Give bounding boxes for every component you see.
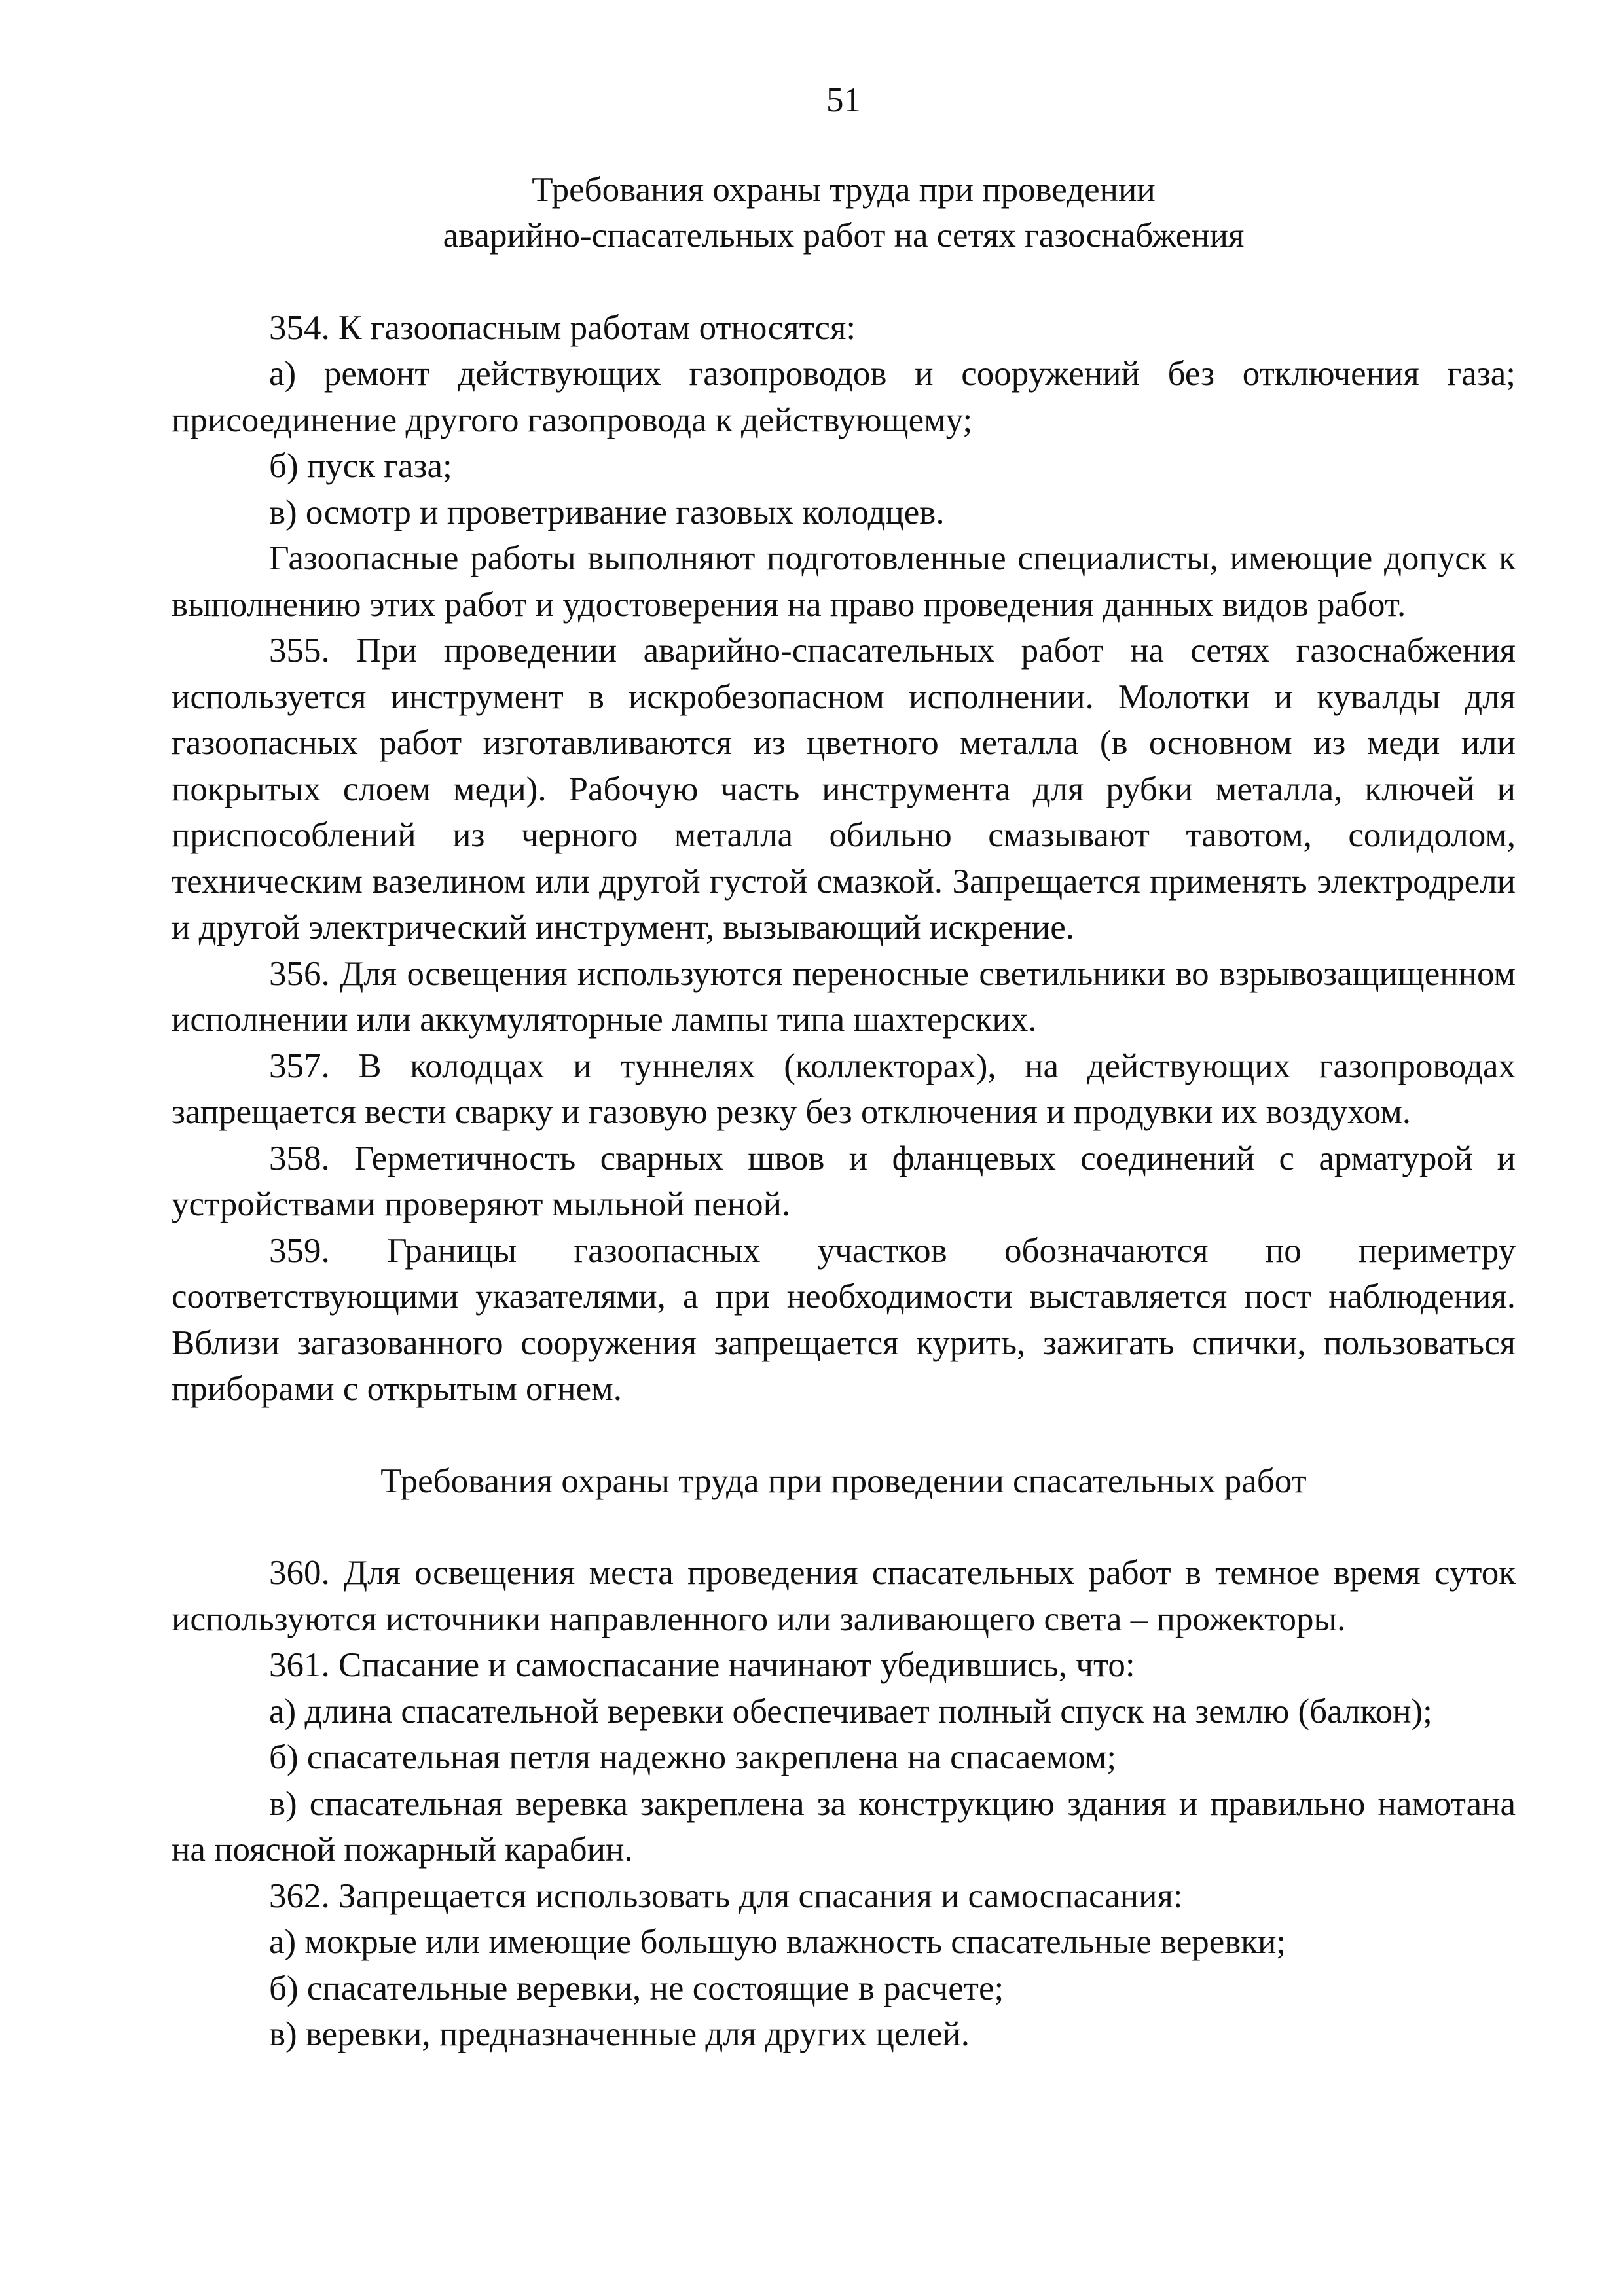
paragraph: а) ремонт действующих газопроводов и сооружений без отключения газа; присоединение другого газопровода к действующему;: [172, 355, 1516, 439]
paragraph: Газоопасные работы выполняют подготовленные специалисты, имеющие допуск к выполнению этих работ и удостоверения на право проведения данных видов работ.: [172, 539, 1516, 624]
paragraph: б) спасательная петля надежно закреплена на спасаемом;: [269, 1738, 1117, 1776]
paragraph: а) мокрые или имеющие большую влажность спасательные веревки;: [269, 1923, 1286, 1961]
paragraph: б) спасательные веревки, не состоящие в расчете;: [269, 1969, 1004, 2007]
paragraph: 358. Герметичность сварных швов и фланцевых соединений с арматурой и устройствами проверяют мыльной пеной.: [172, 1139, 1516, 1223]
section-gas-supply: [172, 167, 1516, 1412]
paragraph: а) длина спасательной веревки обеспечивает полный спуск на землю (балкон);: [269, 1692, 1432, 1731]
paragraph: 361. Спасание и самоспасание начинают убедившись, что:: [269, 1646, 1135, 1684]
paragraph: 359. Границы газоопасных участков обозначаются по периметру соответствующими указателями, а при необходимости выставляется пост наблюдения. Вблизи загазованного сооружения запрещается курить, зажигать спички, пользоваться приборами с открытым огнем.: [172, 1231, 1516, 1408]
paragraph: в) спасательная веревка закреплена за конструкцию здания и правильно намотана на поясной пожарный карабин.: [172, 1784, 1516, 1869]
paragraph: 356. Для освещения используются переносные светильники во взрывозащищенном исполнении или аккумуляторные лампы типа шахтерских.: [172, 954, 1516, 1039]
paragraph: 354. К газоопасным работам относятся:: [269, 308, 856, 347]
spacer: [172, 1412, 1516, 1458]
spacer: [172, 259, 1516, 305]
paragraph: б) пуск газа;: [269, 447, 452, 485]
paragraph: 357. В колодцах и туннелях (коллекторах), на действующих газопроводах запрещается вести сварку и газовую резку без отключения и продувки их воздухом.: [172, 1047, 1516, 1131]
page-number: 51: [826, 81, 861, 119]
section-heading: Требования охраны труда при проведении спасательных работ: [380, 1462, 1307, 1500]
section-rescue-works: [172, 1458, 1516, 2058]
spacer: [172, 1504, 1516, 1550]
paragraph: в) осмотр и проветривание газовых колодцев.: [269, 493, 945, 531]
section-heading-line-1: Требования охраны труда при проведении: [532, 170, 1156, 209]
paragraph: в) веревки, предназначенные для других целей.: [269, 2015, 970, 2053]
paragraph: 360. Для освещения места проведения спасательных работ в темное время суток используются источники направленного или заливающего света – прожекторы.: [172, 1554, 1516, 1638]
paragraph: 355. При проведении аварийно-спасательных работ на сетях газоснабжения используется инструмент в искробезопасном исполнении. Молотки и кувалды для газоопасных работ изготавливаются из цветного металла (в основном из меди или покрытых слоем меди). Рабочую часть инструмента для рубки металла, ключей и приспособлений из черного металла обильно смазывают тавотом, солидолом, техническим вазелином или другой густой смазкой. Запрещается применять электродрели и другой электрический инструмент, вызывающий искрение.: [172, 632, 1516, 946]
section-heading-line-2: аварийно-спасательных работ на сетях газоснабжения: [443, 217, 1245, 255]
paragraph: 362. Запрещается использовать для спасания и самоспасания:: [269, 1876, 1183, 1915]
